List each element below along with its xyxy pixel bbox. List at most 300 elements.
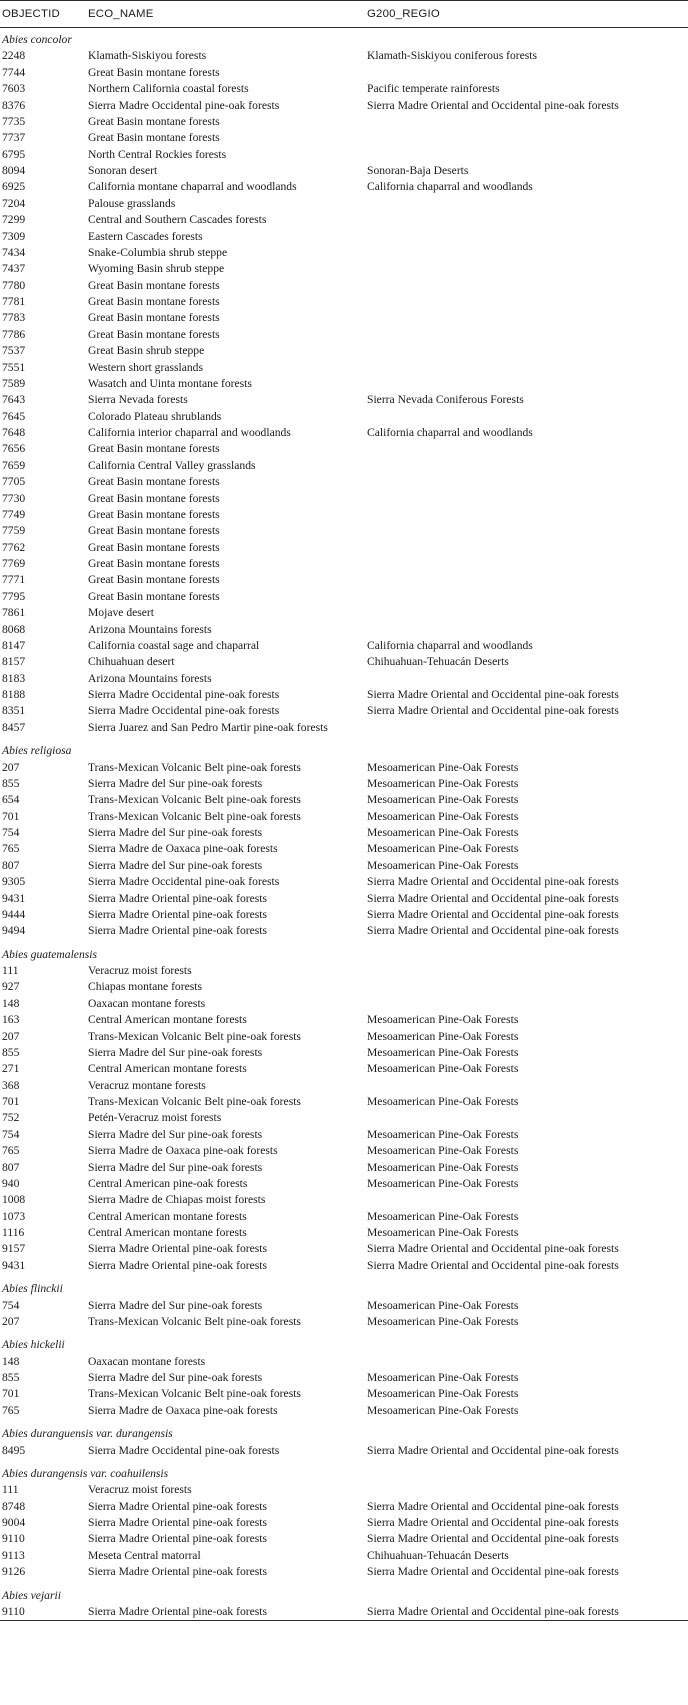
g200-region-cell bbox=[367, 556, 688, 572]
eco-name-cell: Sierra Madre Occidental pine-oak forests bbox=[88, 98, 280, 112]
table-row bbox=[0, 523, 688, 539]
table-header bbox=[0, 1, 688, 27]
g200-region-cell: Sierra Madre Oriental and Occidental pine-oak forests bbox=[367, 1565, 619, 1579]
table-row bbox=[0, 1078, 688, 1094]
eco-name-cell: Great Basin montane forests bbox=[88, 442, 220, 456]
table-row bbox=[0, 1094, 688, 1110]
table-row bbox=[0, 1143, 688, 1159]
table-row bbox=[0, 81, 688, 97]
eco-name-cell: Veracruz moist forests bbox=[88, 964, 192, 977]
table-row bbox=[0, 638, 688, 654]
objectid-cell: 9305 bbox=[2, 875, 26, 889]
table-row bbox=[0, 147, 688, 163]
eco-name-cell: Trans-Mexican Volcanic Belt pine-oak forests bbox=[88, 1029, 301, 1043]
eco-name-cell: Sierra Madre de Oaxaca pine-oak forests bbox=[88, 842, 278, 856]
g200-region-cell: Klamath-Siskiyou coniferous forests bbox=[367, 49, 538, 63]
g200-region-cell bbox=[367, 343, 688, 359]
objectid-cell: 8748 bbox=[2, 1499, 26, 1513]
objectid-cell: 368 bbox=[2, 1078, 20, 1092]
eco-name-cell: Chiapas montane forests bbox=[88, 980, 202, 994]
g200-region-cell: Mesoamerican Pine-Oak Forests bbox=[367, 809, 519, 823]
eco-name-cell: Great Basin montane forests bbox=[88, 475, 220, 489]
eco-name-cell: California interior chaparral and woodlands bbox=[88, 426, 291, 439]
group-spacer bbox=[0, 1274, 688, 1281]
g200-region-cell: Mesoamerican Pine-Oak Forests bbox=[367, 1045, 519, 1059]
objectid-cell: 6795 bbox=[2, 147, 26, 161]
table-row bbox=[0, 1176, 688, 1192]
table-row bbox=[0, 98, 688, 114]
g200-region-cell: Sonoran-Baja Deserts bbox=[367, 164, 469, 177]
objectid-cell: 9494 bbox=[2, 924, 26, 938]
table-row bbox=[0, 1298, 688, 1314]
table-row bbox=[0, 114, 688, 130]
table-row bbox=[0, 458, 688, 474]
eco-name-cell: Sierra Madre Occidental pine-oak forests bbox=[88, 1443, 280, 1457]
objectid-cell: 7643 bbox=[2, 393, 26, 407]
g200-region-cell bbox=[367, 278, 688, 294]
objectid-cell: 9113 bbox=[2, 1548, 25, 1562]
eco-name-cell: Trans-Mexican Volcanic Belt pine-oak forests bbox=[88, 793, 301, 807]
table-row bbox=[0, 1241, 688, 1257]
table-row bbox=[0, 343, 688, 359]
g200-region-cell: Sierra Madre Oriental and Occidental pine-oak forests bbox=[367, 98, 619, 112]
objectid-cell: 7204 bbox=[2, 196, 26, 210]
table-row bbox=[0, 572, 688, 588]
objectid-cell: 927 bbox=[2, 980, 20, 994]
g200-region-cell bbox=[367, 114, 688, 130]
objectid-cell: 754 bbox=[2, 1127, 20, 1141]
header-g200-region: G200_REGIO bbox=[367, 7, 440, 20]
objectid-cell: 7730 bbox=[2, 491, 26, 505]
table-row bbox=[0, 687, 688, 703]
table-row bbox=[0, 245, 688, 261]
table-row bbox=[0, 130, 688, 146]
eco-name-cell: Sierra Madre Oriental pine-oak forests bbox=[88, 907, 267, 921]
table-row bbox=[0, 979, 688, 995]
g200-region-cell: Mesoamerican Pine-Oak Forests bbox=[367, 842, 519, 856]
table-row bbox=[0, 792, 688, 808]
g200-region-cell bbox=[367, 229, 688, 245]
objectid-cell: 9110 bbox=[2, 1604, 25, 1618]
eco-name-cell: California coastal sage and chaparral bbox=[88, 638, 260, 652]
table-row bbox=[0, 409, 688, 425]
species-heading: Abies hickelii bbox=[2, 1338, 65, 1352]
group-spacer bbox=[0, 940, 688, 947]
g200-region-cell bbox=[367, 1078, 688, 1094]
table-row bbox=[0, 1354, 688, 1370]
objectid-cell: 1116 bbox=[2, 1226, 25, 1239]
eco-name-cell: Meseta Central matorral bbox=[88, 1548, 201, 1562]
g200-region-cell: Mesoamerican Pine-Oak Forests bbox=[367, 1062, 519, 1076]
header-eco-name: ECO_NAME bbox=[88, 7, 154, 20]
g200-region-cell bbox=[367, 360, 688, 376]
g200-region-cell: Mesoamerican Pine-Oak Forests bbox=[367, 1095, 519, 1108]
objectid-cell: 9431 bbox=[2, 891, 26, 905]
table-row bbox=[0, 1482, 688, 1498]
g200-region-cell bbox=[367, 622, 688, 638]
objectid-cell: 701 bbox=[2, 1095, 20, 1108]
objectid-cell: 1008 bbox=[2, 1193, 26, 1207]
table-row bbox=[0, 923, 688, 939]
species-heading: Abies guatemalensis bbox=[2, 947, 97, 961]
g200-region-cell: Sierra Madre Oriental and Occidental pine-oak forests bbox=[367, 688, 619, 701]
eco-name-cell: Snake-Columbia shrub steppe bbox=[88, 245, 228, 259]
table-body bbox=[0, 28, 688, 1620]
objectid-cell: 7769 bbox=[2, 557, 26, 570]
objectid-cell: 9126 bbox=[2, 1565, 26, 1579]
objectid-cell: 207 bbox=[2, 760, 20, 774]
eco-name-cell: Sierra Madre Occidental pine-oak forests bbox=[88, 704, 280, 718]
eco-name-cell: Great Basin montane forests bbox=[88, 65, 220, 79]
g200-region-cell: California chaparral and woodlands bbox=[367, 426, 533, 439]
group-spacer bbox=[0, 1581, 688, 1588]
table-row bbox=[0, 874, 688, 890]
eco-name-cell: Central American pine-oak forests bbox=[88, 1176, 248, 1190]
objectid-cell: 111 bbox=[2, 1483, 19, 1497]
objectid-cell: 7537 bbox=[2, 344, 26, 358]
objectid-cell: 1073 bbox=[2, 1209, 26, 1223]
eco-name-cell: Sierra Madre Oriental pine-oak forests bbox=[88, 1532, 267, 1546]
objectid-cell: 8068 bbox=[2, 622, 26, 636]
eco-name-cell: Sierra Madre de Oaxaca pine-oak forests bbox=[88, 1403, 278, 1417]
objectid-cell: 207 bbox=[2, 1314, 20, 1328]
eco-name-cell: California montane chaparral and woodlands bbox=[88, 180, 297, 194]
table-row bbox=[0, 212, 688, 228]
table-row bbox=[0, 1370, 688, 1386]
table-row bbox=[0, 825, 688, 841]
table-row bbox=[0, 163, 688, 179]
objectid-cell: 7771 bbox=[2, 573, 26, 587]
objectid-cell: 855 bbox=[2, 1371, 20, 1384]
objectid-cell: 7861 bbox=[2, 606, 26, 620]
table-row bbox=[0, 1564, 688, 1580]
table-row bbox=[0, 491, 688, 507]
eco-name-cell: Petén-Veracruz moist forests bbox=[88, 1111, 222, 1125]
eco-name-cell: Trans-Mexican Volcanic Belt pine-oak forests bbox=[88, 760, 301, 774]
g200-region-cell bbox=[367, 540, 688, 556]
eco-name-cell: Sierra Nevada forests bbox=[88, 393, 188, 407]
g200-region-cell bbox=[367, 310, 688, 326]
table-row bbox=[0, 1045, 688, 1061]
g200-region-cell bbox=[367, 1110, 688, 1126]
table-row bbox=[0, 1061, 688, 1077]
eco-name-cell: Sierra Madre Occidental pine-oak forests bbox=[88, 688, 280, 701]
table-row bbox=[0, 196, 688, 212]
g200-region-cell bbox=[367, 130, 688, 146]
eco-name-cell: Great Basin montane forests bbox=[88, 491, 220, 505]
g200-region-cell bbox=[367, 376, 688, 392]
objectid-cell: 7780 bbox=[2, 278, 26, 292]
g200-region-cell: Sierra Madre Oriental and Occidental pine-oak forests bbox=[367, 891, 619, 905]
table-row bbox=[0, 1258, 688, 1274]
eco-name-cell: Central American montane forests bbox=[88, 1013, 247, 1027]
objectid-cell: 7781 bbox=[2, 295, 26, 308]
g200-region-cell bbox=[367, 507, 688, 523]
objectid-cell: 7299 bbox=[2, 213, 26, 227]
species-heading: Abies concolor bbox=[2, 33, 72, 46]
eco-name-cell: Oaxacan montane forests bbox=[88, 996, 206, 1010]
g200-region-cell bbox=[367, 996, 688, 1012]
table-row bbox=[0, 48, 688, 64]
table-row bbox=[0, 327, 688, 343]
g200-region-cell bbox=[367, 147, 688, 163]
g200-region-cell: California chaparral and woodlands bbox=[367, 180, 533, 194]
eco-name-cell: Great Basin montane forests bbox=[88, 131, 220, 145]
objectid-cell: 7551 bbox=[2, 360, 26, 374]
table-row bbox=[0, 1604, 688, 1620]
objectid-cell: 9157 bbox=[2, 1242, 26, 1256]
eco-name-cell: Oaxacan montane forests bbox=[88, 1354, 206, 1368]
g200-region-cell bbox=[367, 327, 688, 343]
objectid-cell: 9004 bbox=[2, 1516, 26, 1529]
eco-name-cell: Sierra Madre del Sur pine-oak forests bbox=[88, 1160, 263, 1174]
g200-region-cell bbox=[367, 441, 688, 457]
eco-name-cell: Sierra Madre Oriental pine-oak forests bbox=[88, 924, 267, 938]
objectid-cell: 8495 bbox=[2, 1443, 26, 1457]
eco-name-cell: Sierra Madre del Sur pine-oak forests bbox=[88, 1127, 263, 1141]
g200-region-cell: California chaparral and woodlands bbox=[367, 638, 533, 652]
eco-name-cell: North Central Rockies forests bbox=[88, 147, 227, 161]
table-row bbox=[0, 891, 688, 907]
g200-region-cell: Sierra Madre Oriental and Occidental pine-oak forests bbox=[367, 1499, 619, 1513]
eco-name-cell: Great Basin montane forests bbox=[88, 507, 220, 521]
g200-region-cell: Mesoamerican Pine-Oak Forests bbox=[367, 1176, 519, 1190]
objectid-cell: 148 bbox=[2, 996, 20, 1010]
eco-name-cell: Sierra Madre del Sur pine-oak forests bbox=[88, 1045, 263, 1059]
group-spacer bbox=[0, 736, 688, 743]
species-heading: Abies religiosa bbox=[2, 744, 72, 758]
objectid-cell: 9431 bbox=[2, 1258, 26, 1272]
table-row bbox=[0, 229, 688, 245]
eco-name-cell: Sierra Madre del Sur pine-oak forests bbox=[88, 826, 263, 839]
table-row bbox=[0, 858, 688, 874]
group-spacer bbox=[0, 1459, 688, 1466]
g200-region-cell: Mesoamerican Pine-Oak Forests bbox=[367, 826, 519, 839]
g200-region-cell bbox=[367, 1354, 688, 1370]
eco-name-cell: Arizona Mountains forests bbox=[88, 671, 212, 685]
table-row bbox=[0, 760, 688, 776]
g200-region-cell bbox=[367, 65, 688, 81]
objectid-cell: 7659 bbox=[2, 458, 26, 472]
objectid-cell: 7705 bbox=[2, 475, 26, 489]
objectid-cell: 9444 bbox=[2, 907, 26, 921]
objectid-cell: 7437 bbox=[2, 262, 26, 276]
eco-name-cell: Arizona Mountains forests bbox=[88, 622, 212, 636]
eco-name-cell: Sierra Madre de Chiapas moist forests bbox=[88, 1193, 266, 1207]
table-row bbox=[0, 1110, 688, 1126]
objectid-cell: 7434 bbox=[2, 245, 26, 259]
eco-name-cell: Great Basin montane forests bbox=[88, 540, 220, 554]
g200-region-cell bbox=[367, 523, 688, 539]
objectid-cell: 7645 bbox=[2, 409, 26, 423]
table-row bbox=[0, 507, 688, 523]
g200-region-cell: Mesoamerican Pine-Oak Forests bbox=[367, 1144, 519, 1158]
objectid-cell: 807 bbox=[2, 1160, 20, 1174]
table-row bbox=[0, 907, 688, 923]
eco-name-cell: Sierra Madre Oriental pine-oak forests bbox=[88, 1565, 267, 1579]
eco-name-cell: Mojave desert bbox=[88, 606, 154, 620]
g200-region-cell: Mesoamerican Pine-Oak Forests bbox=[367, 1403, 519, 1417]
table-row bbox=[0, 1499, 688, 1515]
objectid-cell: 2248 bbox=[2, 49, 26, 63]
g200-region-cell: Sierra Madre Oriental and Occidental pine-oak forests bbox=[367, 1532, 619, 1546]
objectid-cell: 8188 bbox=[2, 688, 26, 701]
g200-region-cell: Mesoamerican Pine-Oak Forests bbox=[367, 1160, 519, 1174]
table-row bbox=[0, 720, 688, 736]
table-row bbox=[0, 1209, 688, 1225]
table-row bbox=[0, 179, 688, 195]
table-row bbox=[0, 65, 688, 81]
g200-region-cell bbox=[367, 720, 688, 736]
table-row bbox=[0, 1403, 688, 1419]
objectid-cell: 8351 bbox=[2, 704, 26, 718]
eco-name-cell: Chihuahuan desert bbox=[88, 655, 175, 669]
eco-name-cell: Great Basin montane forests bbox=[88, 524, 220, 538]
g200-region-cell: Mesoamerican Pine-Oak Forests bbox=[367, 1314, 519, 1328]
eco-name-cell: California Central Valley grasslands bbox=[88, 458, 256, 472]
species-heading: Abies flinckii bbox=[2, 1282, 63, 1296]
eco-name-cell: Northern California coastal forests bbox=[88, 82, 249, 96]
g200-region-cell: Sierra Madre Oriental and Occidental pine-oak forests bbox=[367, 907, 619, 921]
g200-region-cell: Mesoamerican Pine-Oak Forests bbox=[367, 1226, 519, 1239]
table-row bbox=[0, 556, 688, 572]
objectid-cell: 8147 bbox=[2, 638, 26, 652]
bottom-rule bbox=[0, 1620, 688, 1621]
g200-region-cell bbox=[367, 605, 688, 621]
objectid-cell: 7783 bbox=[2, 311, 26, 325]
eco-name-cell: Palouse grasslands bbox=[88, 196, 176, 210]
objectid-cell: 8157 bbox=[2, 655, 26, 669]
objectid-cell: 701 bbox=[2, 809, 20, 823]
objectid-cell: 7603 bbox=[2, 82, 26, 96]
table-row bbox=[0, 963, 688, 979]
objectid-cell: 9110 bbox=[2, 1532, 25, 1546]
table-row bbox=[0, 589, 688, 605]
objectid-cell: 7749 bbox=[2, 507, 26, 521]
table-row bbox=[0, 376, 688, 392]
objectid-cell: 8094 bbox=[2, 164, 26, 177]
objectid-cell: 7744 bbox=[2, 65, 26, 79]
g200-region-cell: Sierra Madre Oriental and Occidental pine-oak forests bbox=[367, 1604, 619, 1618]
table-row bbox=[0, 441, 688, 457]
table-row bbox=[0, 1443, 688, 1459]
eco-name-cell: Great Basin montane forests bbox=[88, 295, 220, 308]
objectid-cell: 7648 bbox=[2, 426, 26, 439]
g200-region-cell: Sierra Madre Oriental and Occidental pine-oak forests bbox=[367, 1516, 619, 1529]
eco-name-cell: Sierra Madre Oriental pine-oak forests bbox=[88, 1258, 267, 1272]
species-heading: Abies vejarii bbox=[2, 1588, 61, 1602]
objectid-cell: 855 bbox=[2, 1045, 20, 1059]
eco-name-cell: Great Basin montane forests bbox=[88, 557, 220, 570]
g200-region-cell: Mesoamerican Pine-Oak Forests bbox=[367, 858, 519, 872]
g200-region-cell: Mesoamerican Pine-Oak Forests bbox=[367, 1371, 519, 1384]
table-row bbox=[0, 1012, 688, 1028]
eco-name-cell: Klamath-Siskiyou forests bbox=[88, 49, 207, 63]
objectid-cell: 148 bbox=[2, 1354, 20, 1368]
eco-name-cell: Great Basin montane forests bbox=[88, 589, 220, 603]
g200-region-cell: Sierra Madre Oriental and Occidental pine-oak forests bbox=[367, 924, 619, 938]
objectid-cell: 7309 bbox=[2, 229, 26, 243]
g200-region-cell: Sierra Madre Oriental and Occidental pine-oak forests bbox=[367, 875, 619, 889]
g200-region-cell: Mesoamerican Pine-Oak Forests bbox=[367, 760, 519, 774]
objectid-cell: 7737 bbox=[2, 131, 26, 145]
objectid-cell: 8183 bbox=[2, 671, 26, 685]
table-row bbox=[0, 1314, 688, 1330]
objectid-cell: 754 bbox=[2, 1298, 20, 1312]
g200-region-cell: Pacific temperate rainforests bbox=[367, 82, 500, 96]
g200-region-cell: Sierra Madre Oriental and Occidental pine-oak forests bbox=[367, 1258, 619, 1272]
objectid-cell: 765 bbox=[2, 842, 20, 856]
g200-region-cell: Sierra Nevada Coniferous Forests bbox=[367, 393, 524, 407]
objectid-cell: 7795 bbox=[2, 589, 26, 603]
objectid-cell: 855 bbox=[2, 776, 20, 790]
group-spacer bbox=[0, 1330, 688, 1337]
eco-name-cell: Great Basin shrub steppe bbox=[88, 344, 205, 358]
table-row bbox=[0, 996, 688, 1012]
species-heading: Abies durangensis var. coahuilensis bbox=[2, 1466, 169, 1480]
g200-region-cell bbox=[367, 572, 688, 588]
g200-region-cell: Sierra Madre Oriental and Occidental pine-oak forests bbox=[367, 704, 619, 718]
eco-name-cell: Sierra Madre del Sur pine-oak forests bbox=[88, 776, 263, 790]
header-objectid: OBJECTID bbox=[2, 7, 60, 20]
g200-region-cell: Mesoamerican Pine-Oak Forests bbox=[367, 1298, 519, 1312]
eco-name-cell: Eastern Cascades forests bbox=[88, 229, 203, 243]
objectid-cell: 7762 bbox=[2, 540, 26, 554]
group-spacer bbox=[0, 1419, 688, 1426]
table-row bbox=[0, 809, 688, 825]
eco-name-cell: Sierra Madre Oriental pine-oak forests bbox=[88, 1516, 267, 1529]
species-heading: Abies duranguensis var. durangensis bbox=[2, 1427, 173, 1441]
eco-name-cell: Sierra Madre Oriental pine-oak forests bbox=[88, 1499, 267, 1513]
eco-name-cell: Trans-Mexican Volcanic Belt pine-oak forests bbox=[88, 809, 301, 823]
g200-region-cell bbox=[367, 1482, 688, 1498]
eco-name-cell: Sierra Madre del Sur pine-oak forests bbox=[88, 858, 263, 872]
g200-region-cell bbox=[367, 491, 688, 507]
table-row bbox=[0, 1160, 688, 1176]
g200-region-cell: Mesoamerican Pine-Oak Forests bbox=[367, 1209, 519, 1223]
g200-region-cell: Sierra Madre Oriental and Occidental pine-oak forests bbox=[367, 1443, 619, 1457]
objectid-cell: 654 bbox=[2, 793, 20, 807]
table-row bbox=[0, 776, 688, 792]
eco-name-cell: Sierra Madre del Sur pine-oak forests bbox=[88, 1298, 263, 1312]
g200-region-cell bbox=[367, 589, 688, 605]
g200-region-cell bbox=[367, 671, 688, 687]
objectid-cell: 765 bbox=[2, 1144, 20, 1158]
table-row bbox=[0, 1548, 688, 1564]
g200-region-cell bbox=[367, 294, 688, 310]
eco-name-cell: Sierra Madre de Oaxaca pine-oak forests bbox=[88, 1144, 278, 1158]
g200-region-cell bbox=[367, 1192, 688, 1208]
objectid-cell: 207 bbox=[2, 1029, 20, 1043]
table-row bbox=[0, 1515, 688, 1531]
objectid-cell: 7589 bbox=[2, 376, 26, 390]
g200-region-cell: Mesoamerican Pine-Oak Forests bbox=[367, 1013, 519, 1027]
g200-region-cell bbox=[367, 261, 688, 277]
g200-region-cell: Mesoamerican Pine-Oak Forests bbox=[367, 1387, 519, 1401]
eco-name-cell: Great Basin montane forests bbox=[88, 573, 220, 587]
eco-name-cell: Trans-Mexican Volcanic Belt pine-oak forests bbox=[88, 1095, 301, 1108]
eco-name-cell: Great Basin montane forests bbox=[88, 327, 220, 341]
g200-region-cell bbox=[367, 196, 688, 212]
eco-name-cell: Trans-Mexican Volcanic Belt pine-oak forests bbox=[88, 1387, 301, 1401]
g200-region-cell bbox=[367, 458, 688, 474]
table-row bbox=[0, 360, 688, 376]
objectid-cell: 754 bbox=[2, 826, 20, 839]
table-row bbox=[0, 294, 688, 310]
g200-region-cell: Mesoamerican Pine-Oak Forests bbox=[367, 793, 519, 807]
eco-name-cell: Western short grasslands bbox=[88, 360, 203, 374]
g200-region-cell bbox=[367, 409, 688, 425]
